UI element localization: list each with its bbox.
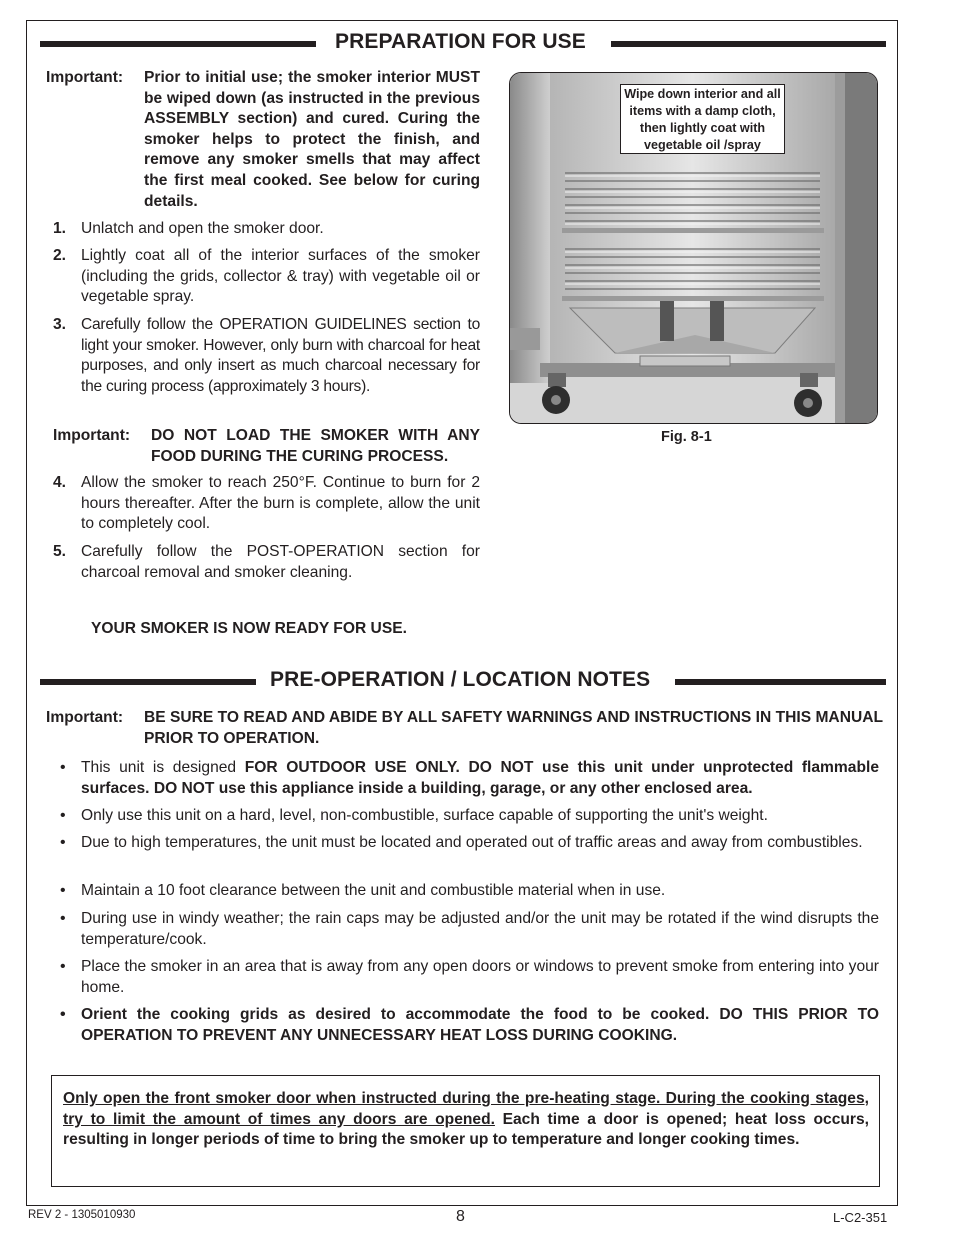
step-text: Carefully follow the OPERATION GUIDELINES section to light your smoker. However, only burn with charcoal for heat purposes, and only insert as much charcoal necessary for the curing process (approximately 3 hours). [81,316,480,395]
revision-code: REV 2 - 1305010930 [28,1209,136,1221]
bullet-text: Orient the cooking grids as desired to accommodate the food to be cooked. DO THIS PRIOR TO OPERATION TO PREVENT ANY UNNECESSARY HEAT LOSS DURING COOKING. [81,1006,879,1044]
step-text: Unlatch and open the smoker door. [81,220,324,237]
bullet-mark: • [60,1006,66,1023]
header-rule-right [675,679,886,685]
step-number: 3. [53,316,67,333]
bullet-text: Place the smoker in an area that is away from any open doors or windows to prevent smoke from entering into your home. [81,958,879,996]
figure-callout: Wipe down interior and all items with a damp cloth, then lightly coat with vegetable oil /spray [620,84,785,154]
bullet-mark: • [60,759,66,776]
bullet-mark: • [60,834,66,851]
door-note-text: Only open the front smoker door when instructed during the pre-heating stage. During the cooking stages, try to limit the amount of times any doors are opened. Each time a door is opened; heat loss occurs, resulting in longer periods of time to bring the smoker up to temperature and longer cooking times. [63,1090,869,1149]
bullet-mark: • [60,910,66,927]
header-rule-left [40,679,256,685]
section-title: PREPARATION FOR USE [335,30,586,53]
door-note-box [51,1075,880,1187]
bullet-text: This unit is designed FOR OUTDOOR USE ONLY. DO NOT use this unit under unprotected flammable surfaces. DO NOT use this appliance inside a building, garage, or any other enclosed area. [81,759,879,797]
important-text: Prior to initial use; the smoker interior MUST be wiped down (as instructed in the previous ASSEMBLY section) and cured. Curing the smoker helps to protect the finish, and remove any smoker smells that may affect the first meal cooked. See below for curing details. [144,69,480,210]
bullet-text: During use in windy weather; the rain caps may be adjusted and/or the unit may be rotated if the wind disrupts the temperature/cook. [81,910,879,948]
step-number: 4. [53,474,67,491]
header-rule-left [40,41,316,47]
header-rule-right [611,41,886,47]
important-label: Important: [46,709,124,726]
important-text: DO NOT LOAD THE SMOKER WITH ANY FOOD DURING THE CURING PROCESS. [151,427,480,465]
step-number: 1. [53,220,67,237]
important-label: Important: [46,69,124,86]
step-number: 5. [53,543,67,560]
step-text: Lightly coat all of the interior surfaces of the smoker (including the grids, collector & tray) with vegetable oil or vegetable spray. [81,247,480,306]
step-number: 2. [53,247,67,264]
figure-caption: Fig. 8-1 [661,429,712,445]
section-header-preparation [40,30,886,58]
bullet-mark: • [60,958,66,975]
bullet-mark: • [60,882,66,899]
important-text: BE SURE TO READ AND ABIDE BY ALL SAFETY WARNINGS AND INSTRUCTIONS IN THIS MANUAL PRIOR TO OPERATION. [144,709,883,747]
step-text: Carefully follow the POST-OPERATION section for charcoal removal and smoker cleaning. [81,543,480,581]
bullet-text: Maintain a 10 foot clearance between the unit and combustible material when in use. [81,882,666,899]
bullet-mark: • [60,807,66,824]
section-title: PRE-OPERATION / LOCATION NOTES [270,668,651,691]
section-header-pre-operation [40,668,886,696]
ready-statement: YOUR SMOKER IS NOW READY FOR USE. [91,620,407,637]
page-number: 8 [456,1208,465,1225]
step-text: Allow the smoker to reach 250°F. Continue to burn for 2 hours thereafter. After the burn is complete, allow the unit to completely cool. [81,474,480,533]
bullet-text: Due to high temperatures, the unit must be located and operated out of traffic areas and away from combustibles. [81,834,863,851]
important-label: Important: [53,427,131,444]
bullet-text: Only use this unit on a hard, level, non-combustible, surface capable of supporting the unit's weight. [81,807,768,824]
document-code: L-C2-351 [833,1210,888,1225]
